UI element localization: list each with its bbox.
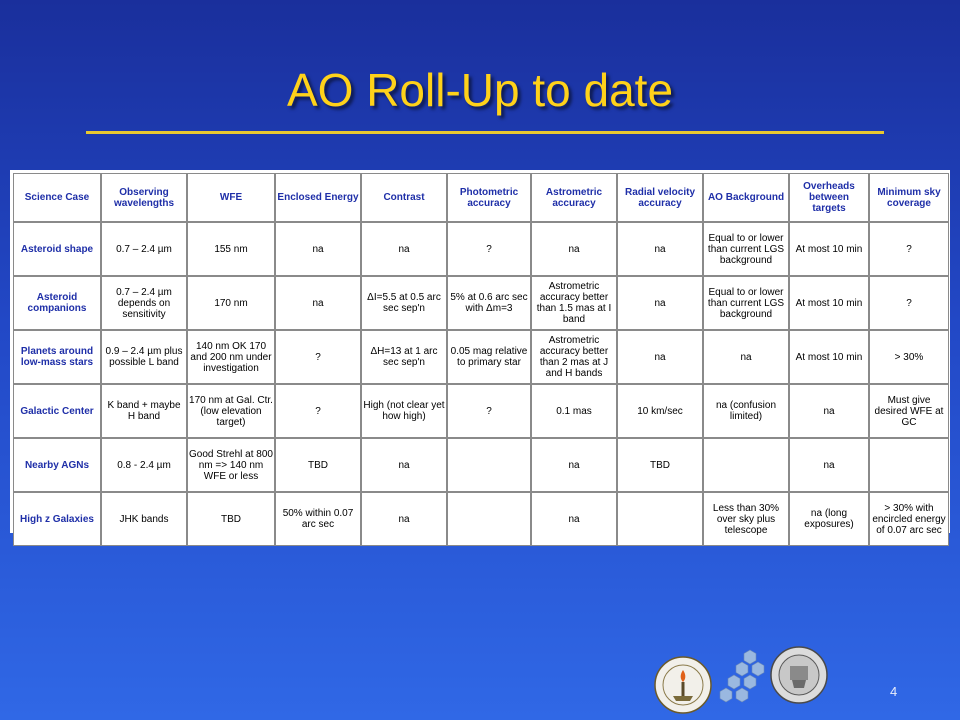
- table-cell: na: [361, 492, 447, 546]
- table-cell: Astrometric accuracy better than 1.5 mas at I band: [531, 276, 617, 330]
- table-cell: [617, 492, 703, 546]
- table-cell: 0.1 mas: [531, 384, 617, 438]
- table-cell: 5% at 0.6 arc sec with Δm=3: [447, 276, 531, 330]
- table-row: [13, 276, 949, 330]
- row-header: Asteroid companions: [13, 276, 101, 330]
- table-cell: na: [531, 438, 617, 492]
- table-cell: 50% within 0.07 arc sec: [275, 492, 361, 546]
- table-row: [13, 222, 949, 276]
- table-cell: ΔI=5.5 at 0.5 arc sec sep'n: [361, 276, 447, 330]
- table-cell: na (confusion limited): [703, 384, 789, 438]
- table-cell: At most 10 min: [789, 222, 869, 276]
- table-cell: ?: [275, 330, 361, 384]
- table-cell: na: [617, 222, 703, 276]
- table-cell: Astrometric accuracy better than 2 mas at J and H bands: [531, 330, 617, 384]
- table-cell: 0.8 - 2.4 µm: [101, 438, 187, 492]
- table-cell: High (not clear yet how high): [361, 384, 447, 438]
- column-header: Astrometric accuracy: [531, 173, 617, 222]
- table-cell: At most 10 min: [789, 276, 869, 330]
- requirements-table-panel: [10, 170, 950, 536]
- table-cell: K band + maybe H band: [101, 384, 187, 438]
- column-header: Overheads between targets: [789, 173, 869, 222]
- column-header: AO Background: [703, 173, 789, 222]
- table-cell: [869, 438, 949, 492]
- title-underline: [86, 131, 884, 134]
- slide-title: AO Roll-Up to date: [286, 64, 674, 116]
- table-cell: na: [531, 492, 617, 546]
- table-cell: na: [361, 222, 447, 276]
- table-cell: ?: [447, 384, 531, 438]
- table-cell: na: [617, 276, 703, 330]
- column-header: Enclosed Energy: [275, 173, 361, 222]
- table-cell: 0.9 – 2.4 µm plus possible L band: [101, 330, 187, 384]
- row-header: High z Galaxies: [13, 492, 101, 546]
- table-cell: [447, 438, 531, 492]
- table-cell: [703, 438, 789, 492]
- table-cell: TBD: [617, 438, 703, 492]
- column-header: Radial velocity accuracy: [617, 173, 703, 222]
- table-cell: ?: [447, 222, 531, 276]
- row-header: Nearby AGNs: [13, 438, 101, 492]
- row-header: Planets around low-mass stars: [13, 330, 101, 384]
- table-cell: Equal to or lower than current LGS background: [703, 222, 789, 276]
- column-header: Photometric accuracy: [447, 173, 531, 222]
- table-cell: Good Strehl at 800 nm => 140 nm WFE or less: [187, 438, 275, 492]
- table-cell: na: [275, 222, 361, 276]
- table-cell: 140 nm OK 170 and 200 nm under investigation: [187, 330, 275, 384]
- table-row: [13, 438, 949, 492]
- table-cell: Equal to or lower than current LGS background: [703, 276, 789, 330]
- table-cell: 10 km/sec: [617, 384, 703, 438]
- table-cell: na: [703, 330, 789, 384]
- table-cell: na: [617, 330, 703, 384]
- table-cell: na: [789, 438, 869, 492]
- table-cell: ?: [869, 276, 949, 330]
- table-row: [13, 492, 949, 546]
- table-cell: 0.7 – 2.4 µm: [101, 222, 187, 276]
- table-header-row: [13, 173, 949, 222]
- table-cell: [447, 492, 531, 546]
- table-cell: na: [531, 222, 617, 276]
- table-cell: 170 nm: [187, 276, 275, 330]
- page-number: 4: [890, 684, 898, 699]
- table-cell: 0.7 – 2.4 µm depends on sensitivity: [101, 276, 187, 330]
- table-cell: na: [789, 384, 869, 438]
- table-cell: TBD: [275, 438, 361, 492]
- table-cell: > 30%: [869, 330, 949, 384]
- telescope-segments-icon: [712, 648, 772, 706]
- university-seal-icon: [770, 646, 828, 704]
- table-cell: na: [275, 276, 361, 330]
- column-header: Contrast: [361, 173, 447, 222]
- table-cell: 155 nm: [187, 222, 275, 276]
- row-header: Galactic Center: [13, 384, 101, 438]
- table-cell: At most 10 min: [789, 330, 869, 384]
- table-cell: na: [361, 438, 447, 492]
- table-row: [13, 330, 949, 384]
- column-header: Science Case: [13, 173, 101, 222]
- row-header: Asteroid shape: [13, 222, 101, 276]
- table-cell: Less than 30% over sky plus telescope: [703, 492, 789, 546]
- column-header: Observing wavelengths: [101, 173, 187, 222]
- requirements-table: [13, 173, 949, 546]
- column-header: Minimum sky coverage: [869, 173, 949, 222]
- table-cell: Must give desired WFE at GC: [869, 384, 949, 438]
- table-cell: 0.05 mag relative to primary star: [447, 330, 531, 384]
- table-cell: 170 nm at Gal. Ctr. (low elevation target): [187, 384, 275, 438]
- table-cell: > 30% with encircled energy of 0.07 arc sec: [869, 492, 949, 546]
- table-cell: ΔH=13 at 1 arc sec sep'n: [361, 330, 447, 384]
- table-cell: na (long exposures): [789, 492, 869, 546]
- table-cell: JHK bands: [101, 492, 187, 546]
- column-header: WFE: [187, 173, 275, 222]
- caltech-seal-icon: [654, 656, 712, 714]
- table-cell: ?: [869, 222, 949, 276]
- table-cell: ?: [275, 384, 361, 438]
- table-row: [13, 384, 949, 438]
- table-cell: TBD: [187, 492, 275, 546]
